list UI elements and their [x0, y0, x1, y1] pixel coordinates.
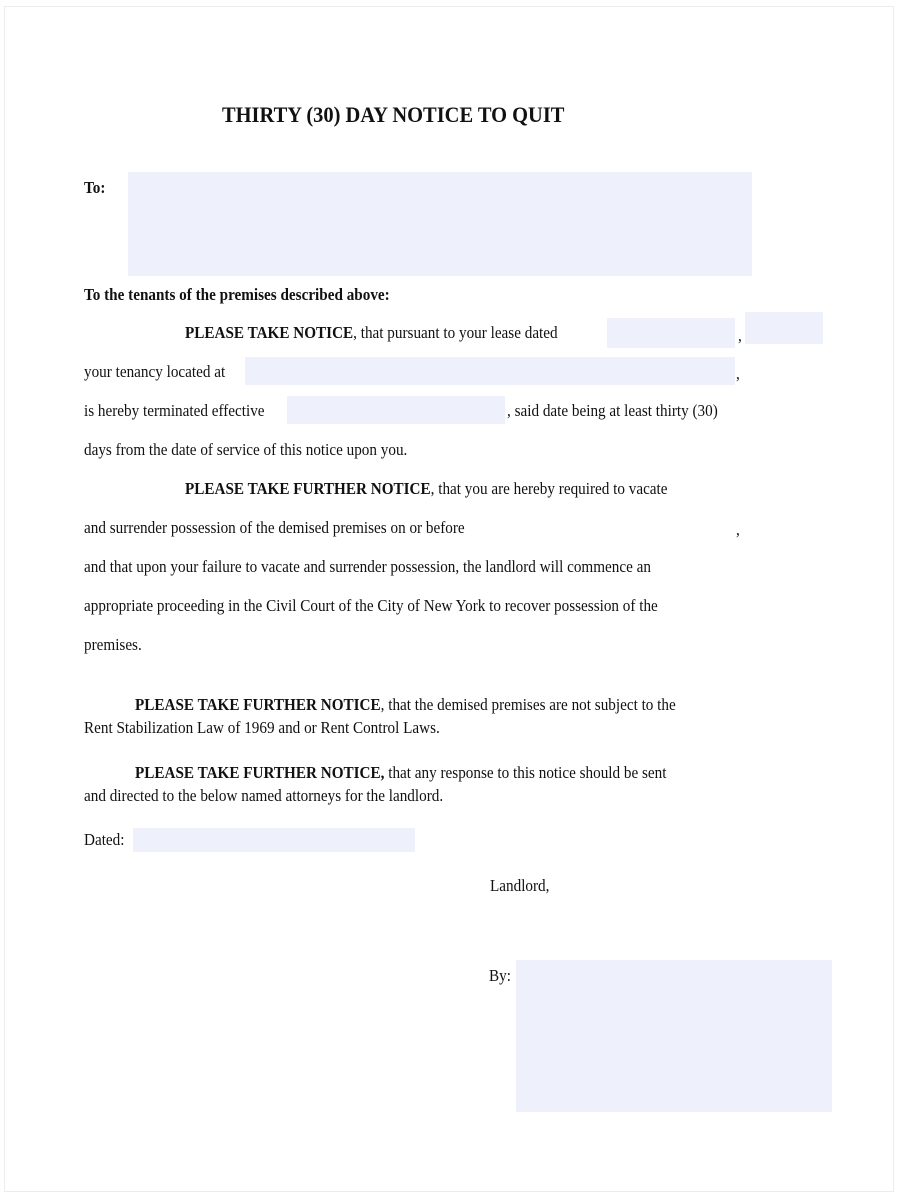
further-notice-bold: PLEASE TAKE FURTHER NOTICE: [185, 479, 431, 498]
lease-date-field[interactable]: [607, 318, 735, 348]
terminated-effective-label: is hereby terminated effective: [84, 401, 265, 420]
dated-label: Dated:: [84, 830, 125, 849]
dated-field[interactable]: [133, 828, 415, 852]
lease-date-comma: ,: [738, 326, 742, 345]
notice-1-text: , that pursuant to your lease dated: [353, 323, 558, 342]
landlord-label: Landlord,: [490, 876, 550, 895]
notice-paragraph-3-line-1: [135, 695, 676, 715]
termination-date-field[interactable]: [287, 396, 505, 424]
to-address-field[interactable]: [128, 172, 752, 276]
notice-4-text: that any response to this notice should be sent: [384, 763, 667, 782]
vacate-date-comma: ,: [736, 520, 740, 539]
notice-3-text: , that the demised premises are not subject to the: [380, 695, 676, 714]
notice-paragraph-4-line-1: [135, 763, 666, 783]
tenancy-located-label: your tenancy located at: [84, 362, 226, 381]
surrender-possession-text: and surrender possession of the demised premises on or before: [84, 518, 465, 537]
tenancy-location-field[interactable]: [245, 357, 735, 385]
vacate-date-field[interactable]: [512, 514, 734, 542]
civil-court-text: appropriate proceeding in the Civil Court of the City of New York to recover possession of the: [84, 596, 658, 615]
document-title: THIRTY (30) DAY NOTICE TO QUIT: [222, 102, 565, 127]
rent-stabilization-text: Rent Stabilization Law of 1969 and or Rent Control Laws.: [84, 718, 440, 737]
tenants-heading: To the tenants of the premises described above:: [84, 285, 390, 304]
notice-2-text: , that you are hereby required to vacate: [430, 479, 668, 498]
notice-paragraph-1-line-1: [185, 323, 558, 343]
failure-to-vacate-text: and that upon your failure to vacate and surrender possession, the landlord will commence an: [84, 557, 651, 576]
tenancy-location-comma: ,: [736, 364, 740, 383]
further-notice-bold-3: PLEASE TAKE FURTHER NOTICE,: [135, 763, 385, 782]
attorneys-text: and directed to the below named attorneys for the landlord.: [84, 786, 444, 805]
premises-text: premises.: [84, 635, 142, 654]
lease-year-field[interactable]: [745, 312, 823, 344]
thirty-days-text: , said date being at least thirty (30): [507, 401, 718, 420]
by-label: By:: [489, 966, 511, 985]
notice-paragraph-2-line-1: [185, 479, 668, 499]
to-label: To:: [84, 178, 106, 197]
signature-field[interactable]: [516, 960, 832, 1112]
further-notice-bold-2: PLEASE TAKE FURTHER NOTICE: [135, 695, 381, 714]
please-take-notice-bold: PLEASE TAKE NOTICE: [185, 323, 354, 342]
days-from-service-text: days from the date of service of this notice upon you.: [84, 440, 408, 459]
